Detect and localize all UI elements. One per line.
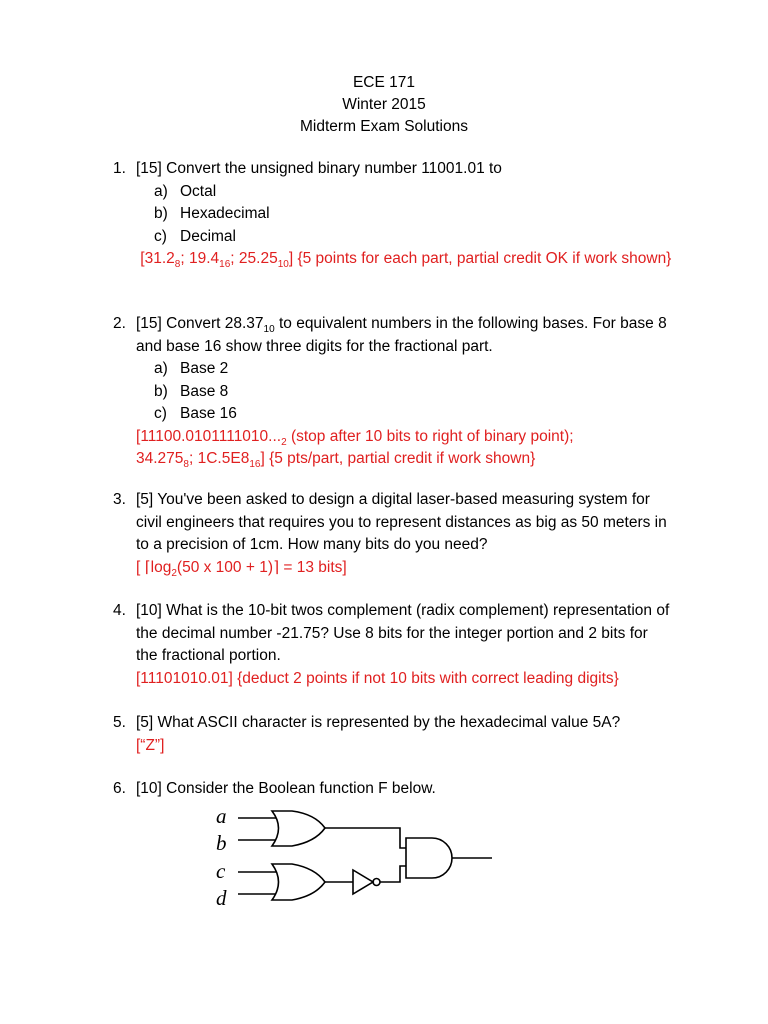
answer: [ $⌈\log_2(50$ x 100 + 1)⌉ = 13 bits] xyxy=(136,558,347,579)
question-text: [15] Convert $28.37_{10}$ to equivalent numbers in the following bases. For base 8 and base 16 show three digits for the fractional part. xyxy=(136,315,667,355)
question-part xyxy=(154,181,673,204)
part-text: Octal xyxy=(180,182,217,200)
grading-note: {5 points for each part, partial credit OK if work shown} xyxy=(297,250,672,267)
part-text: Base 8 xyxy=(180,382,229,400)
exam-term: Winter 2015 xyxy=(342,96,426,113)
part-label: b) xyxy=(154,205,168,222)
question-text: [5] You've been asked to design a digital laser-based measuring system for civil engineers that requires you to represent distances as big as 50 meters in to a precision of 1cm. How many bits do you need? xyxy=(136,491,667,553)
part-text: Base 2 xyxy=(180,360,229,377)
question-text: [10] What is the 10-bit twos complement (radix complement) representation of the decimal number -21.75? Use 8 bits for the integer portion and 2 bits for the fractional portion. xyxy=(136,602,670,664)
question-number: 4. xyxy=(113,602,126,619)
part-label: c) xyxy=(154,405,167,422)
part-text: Base 16 xyxy=(180,405,237,422)
question-number: 1. xyxy=(113,160,126,177)
question-part xyxy=(154,226,673,249)
answer: [$31.2_8$; $19.4_{16}$; $25.25_{10}$] {5 points for each part, partial credit OK if work shown} xyxy=(136,250,672,271)
question-number: 2. xyxy=(113,315,126,332)
exam-title: Midterm Exam Solutions xyxy=(300,118,468,135)
grading-note: {5 pts/part, partial credit if work shown} xyxy=(269,450,536,467)
question-4 xyxy=(113,600,673,690)
part-text: Hexadecimal xyxy=(180,205,270,222)
question-number: 3. xyxy=(113,491,126,508)
question-text: [5] What ASCII character is represented by the hexadecimal value 5A? xyxy=(136,714,621,731)
question-3 xyxy=(113,489,673,579)
not-gate xyxy=(353,870,373,894)
part-label: c) xyxy=(154,227,167,245)
question-1 xyxy=(113,158,673,271)
or-gate-2 xyxy=(272,864,325,900)
question-part xyxy=(154,381,673,404)
wire-not-and xyxy=(380,866,406,882)
answer: [“Z”] xyxy=(136,736,165,754)
question-part xyxy=(154,203,673,226)
question-part xyxy=(154,403,673,426)
question-part xyxy=(154,358,673,381)
part-label: a) xyxy=(154,182,168,200)
logic-circuit-diagram xyxy=(210,806,500,916)
answer: [11101010.01] {deduct 2 points if not 10 bits with correct leading digits} xyxy=(136,669,619,687)
exam-header xyxy=(0,72,768,138)
or-gate-1 xyxy=(272,811,325,846)
part-text: Decimal xyxy=(180,227,236,245)
input-label-c: c xyxy=(216,859,226,883)
question-2 xyxy=(113,313,673,471)
question-number: 5. xyxy=(113,714,126,731)
input-label-d: d xyxy=(216,886,227,910)
question-text: [10] Consider the Boolean function F below. xyxy=(136,780,436,797)
wire-or1-and xyxy=(325,828,406,848)
answer: [$11100.0101111010..._2$ (stop after 10 bits to right of binary point); $34.275_8$; $1C.5E8_{16}$] {5 pts/part, partial credit if work shown} xyxy=(136,427,574,471)
question-6 xyxy=(113,778,673,801)
input-label-b: b xyxy=(216,831,227,855)
part-label: b) xyxy=(154,382,168,400)
and-gate xyxy=(406,838,452,878)
input-label-a: a xyxy=(216,806,227,828)
part-label: a) xyxy=(154,360,168,377)
question-number: 6. xyxy=(113,780,126,797)
course-code: ECE 171 xyxy=(352,74,416,91)
question-5 xyxy=(113,712,673,757)
question-text: [15] Convert the unsigned binary number 11001.01 to xyxy=(136,160,502,177)
